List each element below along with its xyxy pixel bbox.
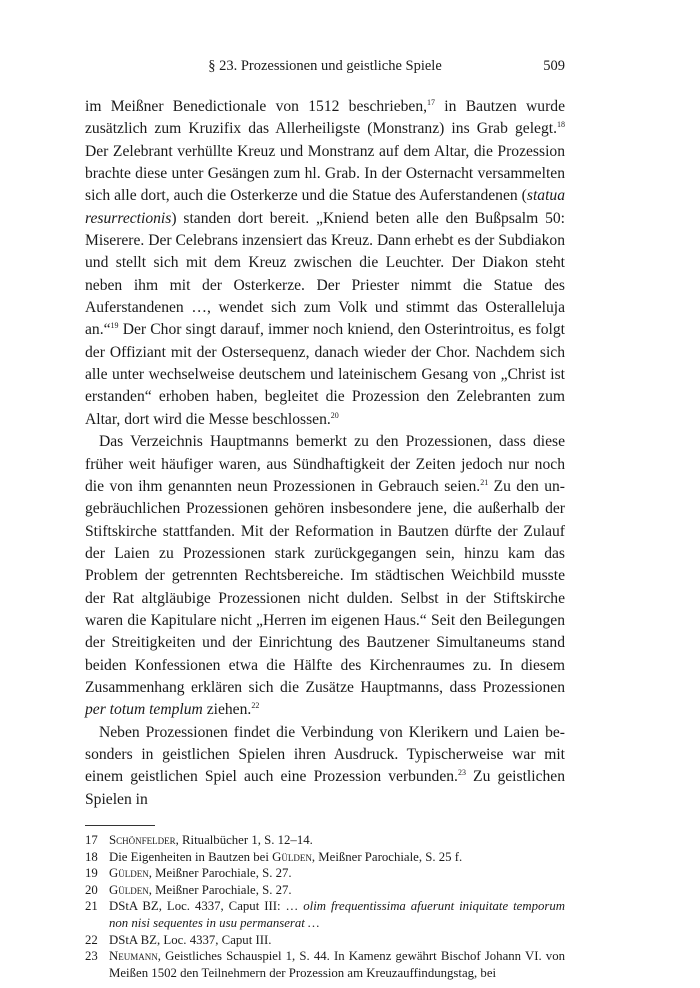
footnote bbox=[85, 882, 565, 899]
footnote-number: 19 bbox=[85, 866, 98, 881]
footnote-ref: 22 bbox=[251, 701, 260, 711]
text-run: ) standen dort bereit. „Kniend beten alle den Bußpsalm 50: Miserere. Der Celebrans inzensiert das Kreuz. Dann erhebt es der Subdiakon und stellt sich mit dem Kreuz zwischen die Leuchter. Der Diakon steht neben ihm mit der Osterkerze. Der Priester nimmt die Statue des Auferstandenen …, wendet sich zum Volk und stimmt das Osteralleluja an.“ bbox=[85, 209, 565, 339]
book-page bbox=[85, 58, 565, 981]
text-run: , Meißner Parochiale, S. 25 f. bbox=[311, 849, 463, 864]
running-title: § 23. Prozessionen und geistliche Spiele bbox=[208, 58, 442, 74]
footnote-number: 17 bbox=[85, 833, 98, 847]
footnote-ref: 19 bbox=[110, 321, 119, 331]
footnote-separator bbox=[85, 825, 155, 826]
italic-text: olim frequentissima afuerunt iniquitate temporum non nisi sequentes in usu permanserat … bbox=[109, 899, 565, 930]
text-run: DStA BZ, Loc. 4337, Caput III. bbox=[109, 932, 272, 947]
footnote-ref: 23 bbox=[457, 768, 466, 778]
text-run: Der Zelebrant verhüllte Kreuz und Monstranz auf dem Altar, die Prozession brachte diese unter Gesängen zum hl. Grab. In der Osternacht versammelten sich alle dort, auch die Osterkerze und die Statue des Auferstandenen ( bbox=[85, 142, 565, 205]
paragraph bbox=[85, 722, 565, 811]
paragraph bbox=[85, 431, 565, 721]
text-run: Das Verzeichnis Hauptmanns bemerkt zu den Prozessionen, dass diese früher weit häufiger waren, aus Sündhaftigkeit der Zeiten jedoch nur noch die von ihm genannten neun Prozessionen in Gebrauch seien. bbox=[85, 433, 565, 495]
author-name: Gülden bbox=[109, 866, 149, 881]
text-run: Der Chor singt darauf, immer noch kniend, den Osterintroitus, es folgt der Offiziant mit der Ostersequenz, danach wieder der Chor. Nachdem sich alle unter wechselweise deutschem und lateinischem Gesang von „Christ ist erstanden“ erhoben haben, begleitet die Prozession den Zelebranten zum Altar, dort wird die Messe beschlossen. bbox=[85, 321, 565, 428]
italic-text: per totum templum bbox=[85, 701, 203, 719]
footnote-number: 18 bbox=[85, 849, 98, 864]
text-run: im Meißner Benedictionale von 1512 beschrieben, bbox=[85, 98, 428, 115]
italic-text: statua resurrectionis bbox=[85, 187, 565, 227]
paragraph bbox=[85, 96, 565, 431]
footnote-ref: 18 bbox=[557, 120, 565, 130]
text-run: Die Eigenheiten in Bautzen bei bbox=[109, 849, 273, 864]
text-run: in Bautzen wurde zusätzlich zum Kruzifix das Allerheiligste (Monstranz) ins Grab gelegt. bbox=[85, 98, 566, 138]
text-run: DStA BZ, Loc. 4337, Caput III: … bbox=[109, 899, 304, 914]
body-text bbox=[85, 96, 565, 811]
text-run: Neben Prozessionen findet die Verbindung von Klerikern und Laien besonders in geistlichen Spielen ihren Ausdruck. Typischerweise war mit einem geistlichen Spiel auch eine Prozession verbunden. bbox=[85, 723, 565, 786]
footnote-number: 23 bbox=[85, 949, 98, 964]
footnotes bbox=[85, 832, 565, 981]
text-run: , Geistliches Schauspiel 1, S. 44. In Kamenz gewährt Bischof Johann VI. von Meißen 1502 den Teilnehmern der Prozession am Kreuzauffindungstag, bei bbox=[109, 949, 565, 980]
footnote-number: 20 bbox=[85, 882, 98, 897]
footnote-ref: 20 bbox=[330, 410, 339, 420]
text-run: Zu den ungebräuchlichen Prozessionen gehören insbesondere jene, die außerhalb der Stiftskirche stattfanden. Mit der Reformation in Bautzen dürfte der Zulauf der Laien zu Prozessionen stark zurückgegangen sein, hinzu kam das Problem der getrennten Rechtsbereiche. Im städtischen Weichbild musste der Rat altgläubige Prozessionen nicht dulden. Selbst in der Stiftskirche waren die Kapitulare nicht „Herren im eigenen Haus.“ Seit den Beilegungen der Streitigkeiten und der Einrichtung des Bautzener Simultaneums stand beiden Konfessionen etwa die Hälfte des Kirchenraumes zu. In diesem Zusammenhang erklären sich die Zusätze Hauptmanns, dass Prozessionen bbox=[85, 477, 565, 696]
footnote bbox=[85, 932, 565, 949]
author-name: Gülden bbox=[109, 882, 149, 897]
text-run: , Meißner Parochiale, S. 27. bbox=[148, 866, 292, 881]
footnote-number: 21 bbox=[85, 899, 98, 914]
text-run: Zu geistlichen Spielen in bbox=[85, 768, 566, 808]
page-number: 509 bbox=[543, 58, 565, 74]
author-name: Schönfelder bbox=[109, 833, 176, 847]
author-name: Neumann bbox=[109, 949, 158, 964]
footnote-number: 22 bbox=[85, 932, 98, 947]
footnote-ref: 21 bbox=[480, 477, 489, 487]
text-run: , Ritualbücher 1, S. 12–14. bbox=[175, 833, 313, 847]
author-name: Gülden bbox=[272, 849, 312, 864]
text-run: ziehen. bbox=[202, 701, 252, 719]
footnote bbox=[85, 832, 565, 849]
running-header bbox=[85, 58, 565, 80]
text-run: , Meißner Parochiale, S. 27. bbox=[148, 882, 292, 897]
footnote bbox=[85, 948, 565, 981]
footnote bbox=[85, 898, 565, 931]
footnote bbox=[85, 849, 565, 866]
footnote-ref: 17 bbox=[427, 98, 436, 107]
footnote bbox=[85, 865, 565, 882]
